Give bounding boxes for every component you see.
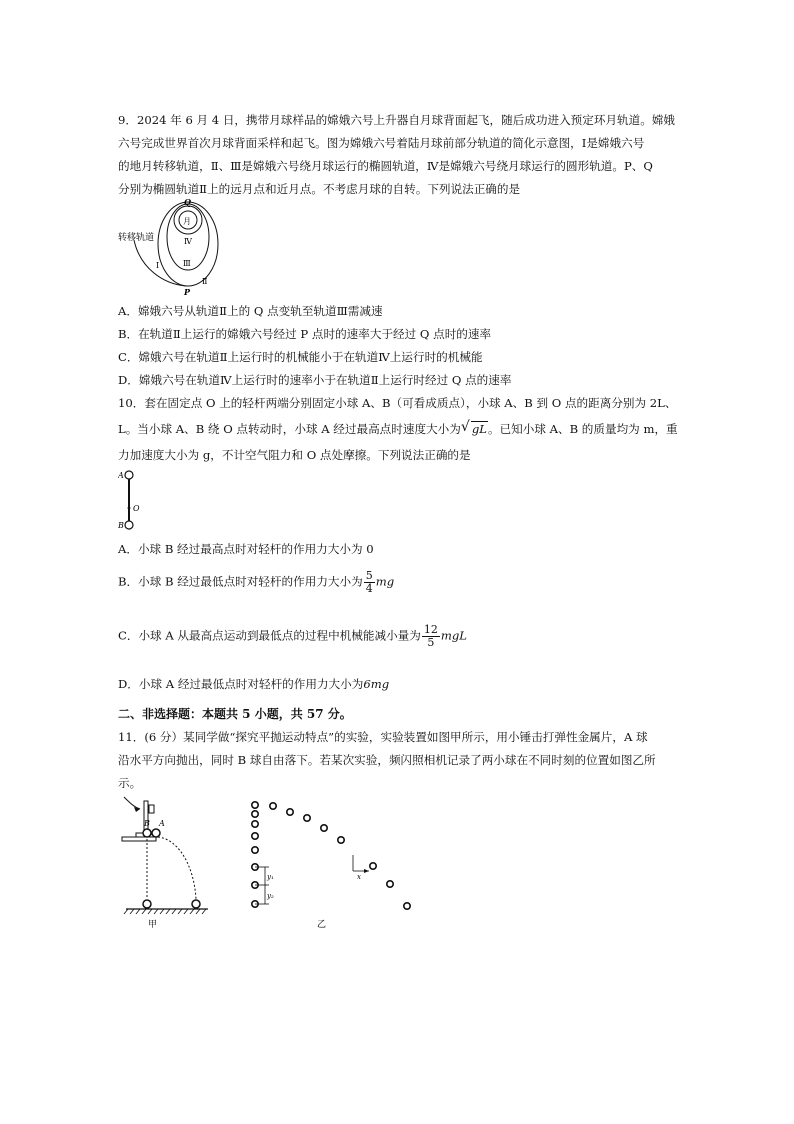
q9-line2: 六号完成世界首次月球背面采样和起飞。图为嫦娥六号着陆月球前部分轨道的简化示意图，Ⅰ是嫦娥六号 xyxy=(118,136,645,150)
fraction-5-4: $\frac{5}{4}$ xyxy=(365,569,373,595)
label-II: Ⅱ xyxy=(202,277,208,286)
label-A: A xyxy=(118,471,124,480)
ball-A-end xyxy=(192,900,200,908)
ball-A xyxy=(125,471,133,479)
label-III: Ⅲ xyxy=(183,259,191,268)
pivot-O xyxy=(128,507,131,510)
q11-line1: 11．(6 分）某同学做“探究平抛运动特点”的实验，实验装置如图甲所示，用小锤击打弹性金属片，A 球 xyxy=(118,730,648,744)
caption-jia: 甲 xyxy=(148,920,158,930)
q11-line3: 示。 xyxy=(118,776,142,790)
svg-text:A: A xyxy=(159,819,165,828)
label-P: P xyxy=(184,287,191,296)
label-B: B xyxy=(118,521,124,530)
q10-line2-post: 。已知小球 A、B 的质量均为 m，重 xyxy=(487,422,678,436)
apparatus-figure-jia xyxy=(118,795,218,930)
q9-option-a: A．嫦娥六号从轨道Ⅱ上的 Q 点变轨至轨道Ⅲ需减速 xyxy=(118,304,383,318)
strobe-figure-yi xyxy=(245,795,420,935)
fraction-12-5: $\frac{12}{5}$ xyxy=(423,623,438,649)
q10-option-d: D．小球 A 经过最低点时对轻杆的作用力大小为6mg xyxy=(118,677,390,691)
label-x: x xyxy=(357,873,361,881)
q10-option-b: B．小球 B 经过最低点时对轻杆的作用力大小为 $\frac{5}{4}$ mg xyxy=(118,569,395,595)
orbit-I xyxy=(134,240,186,286)
q11-line2: 沿水平方向抛出，同时 B 球自由落下。若某次实验，频闪照相机记录了两小球在不同时刻的位置如图乙所 xyxy=(118,753,656,767)
orbit-diagram xyxy=(118,198,228,296)
rod-diagram xyxy=(118,468,148,532)
label-O: O xyxy=(133,504,140,513)
ball-A-start xyxy=(152,829,160,837)
q9-line1: 9．2024 年 6 月 4 日，携带月球样品的嫦娥六号上升器自月球背面起飞，随后成功进入预定环月轨道。嫦娥 xyxy=(118,113,676,127)
q9-line3: 的地月转移轨道，Ⅱ、Ⅲ是嫦娥六号绕月球运行的椭圆轨道，Ⅳ是嫦娥六号绕月球运行的圆形轨道。P、Q xyxy=(118,159,653,173)
q10-line1: 10．套在固定点 O 上的轻杆两端分别固定小球 A、B（可看成质点），小球 A、B 到 O 点的距离分别为 2L、 xyxy=(118,396,677,410)
ball-B xyxy=(125,521,133,529)
q10-line3: 力加速度大小为 g，不计空气阻力和 O 点处摩擦。下列说法正确的是 xyxy=(118,448,471,462)
q10-option-a: A．小球 B 经过最高点时对轻杆的作用力大小为 0 xyxy=(118,542,374,556)
label-transfer: 转移轨道 xyxy=(118,233,155,243)
q10-line2-pre: L。当小球 A、B 绕 O 点转动时，小球 A 经过最高点时速度大小为 xyxy=(118,422,461,436)
label-y1: y₁ xyxy=(267,873,274,881)
ball-B-start xyxy=(143,829,151,837)
q10-option-c: C．小球 A 从最高点运动到最低点的过程中机械能减小量为 $\frac{12}{5}$ mgL xyxy=(118,623,467,649)
label-IV: Ⅳ xyxy=(184,237,192,246)
q9-option-d: D．嫦娥六号在轨道Ⅳ上运行时的速率小于在轨道Ⅱ上运行时经过 Q 点的速率 xyxy=(118,373,512,387)
q10-line2 xyxy=(118,422,678,436)
sqrt-expression: √ gL xyxy=(461,422,488,436)
q9-option-c: C．嫦娥六号在轨道Ⅱ上运行时的机械能小于在轨道Ⅳ上运行时的机械能 xyxy=(118,350,483,364)
ball-B-end xyxy=(143,900,151,908)
caption-yi: 乙 xyxy=(317,920,327,930)
label-y2: y₂ xyxy=(267,892,274,900)
label-I: Ⅰ xyxy=(156,261,160,270)
q9-option-b: B．在轨道Ⅱ上运行的嫦娥六号经过 P 点时的速率大于经过 Q 点时的速率 xyxy=(118,327,492,341)
q9-line4: 分别为椭圆轨道Ⅱ上的远月点和近月点。不考虑月球的自转。下列说法正确的是 xyxy=(118,182,521,196)
section-title: 二、非选择题：本题共 5 小题，共 57 分。 xyxy=(118,707,352,721)
svg-text:B: B xyxy=(144,819,150,828)
label-Q: Q xyxy=(184,198,191,207)
label-moon: 月 xyxy=(183,217,191,226)
